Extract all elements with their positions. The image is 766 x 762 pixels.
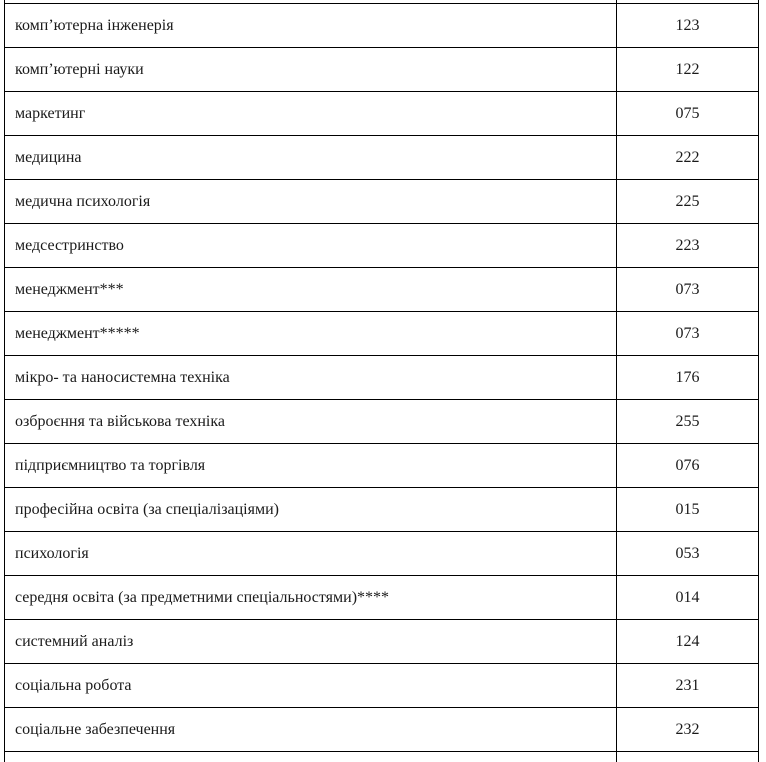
table-row <box>5 620 759 664</box>
table-row <box>5 532 759 576</box>
table-row <box>5 180 759 224</box>
code-cell-empty <box>617 752 759 762</box>
specialty-cell: медсестринство <box>5 224 617 268</box>
specialty-cell: медицина <box>5 136 617 180</box>
code-cell: 231 <box>617 664 759 708</box>
table-row <box>5 488 759 532</box>
code-cell: 053 <box>617 532 759 576</box>
code-cell: 122 <box>617 48 759 92</box>
table-row <box>5 48 759 92</box>
code-cell: 015 <box>617 488 759 532</box>
specialty-cell: середня освіта (за предметними спеціальностями)**** <box>5 576 617 620</box>
table-row <box>5 708 759 752</box>
table-row <box>5 400 759 444</box>
specialty-cell: озброєння та військова техніка <box>5 400 617 444</box>
table-row <box>5 224 759 268</box>
code-cell: 076 <box>617 444 759 488</box>
code-cell: 232 <box>617 708 759 752</box>
code-cell: 255 <box>617 400 759 444</box>
specialty-cell: підприємництво та торгівля <box>5 444 617 488</box>
specialty-cell: системний аналіз <box>5 620 617 664</box>
code-cell: 073 <box>617 268 759 312</box>
specialty-cell: комп’ютерна інженерія <box>5 4 617 48</box>
table-row <box>5 664 759 708</box>
code-cell: 075 <box>617 92 759 136</box>
specialty-cell: медична психологія <box>5 180 617 224</box>
partial-bottom-row-group <box>5 752 759 762</box>
code-cell: 073 <box>617 312 759 356</box>
specialty-code-table <box>4 0 759 762</box>
specialty-cell: комп’ютерні науки <box>5 48 617 92</box>
specialty-cell: менеджмент*** <box>5 268 617 312</box>
specialty-cell-empty <box>5 752 617 762</box>
specialty-cell: мікро- та наносистемна техніка <box>5 356 617 400</box>
specialty-cell: менеджмент***** <box>5 312 617 356</box>
table-row <box>5 4 759 48</box>
table-row <box>5 576 759 620</box>
specialty-cell: соціальне забезпечення <box>5 708 617 752</box>
code-cell: 225 <box>617 180 759 224</box>
table-row <box>5 268 759 312</box>
code-cell: 123 <box>617 4 759 48</box>
partial-row-bottom <box>5 752 759 762</box>
code-cell: 222 <box>617 136 759 180</box>
table-row <box>5 312 759 356</box>
code-cell: 124 <box>617 620 759 664</box>
table-row <box>5 356 759 400</box>
code-cell: 014 <box>617 576 759 620</box>
table-row <box>5 136 759 180</box>
specialty-cell: психологія <box>5 532 617 576</box>
table-body <box>5 4 759 752</box>
table-row <box>5 444 759 488</box>
code-cell: 223 <box>617 224 759 268</box>
code-cell: 176 <box>617 356 759 400</box>
specialty-cell: професійна освіта (за спеціалізаціями) <box>5 488 617 532</box>
specialty-cell: соціальна робота <box>5 664 617 708</box>
specialty-cell: маркетинг <box>5 92 617 136</box>
table-row <box>5 92 759 136</box>
